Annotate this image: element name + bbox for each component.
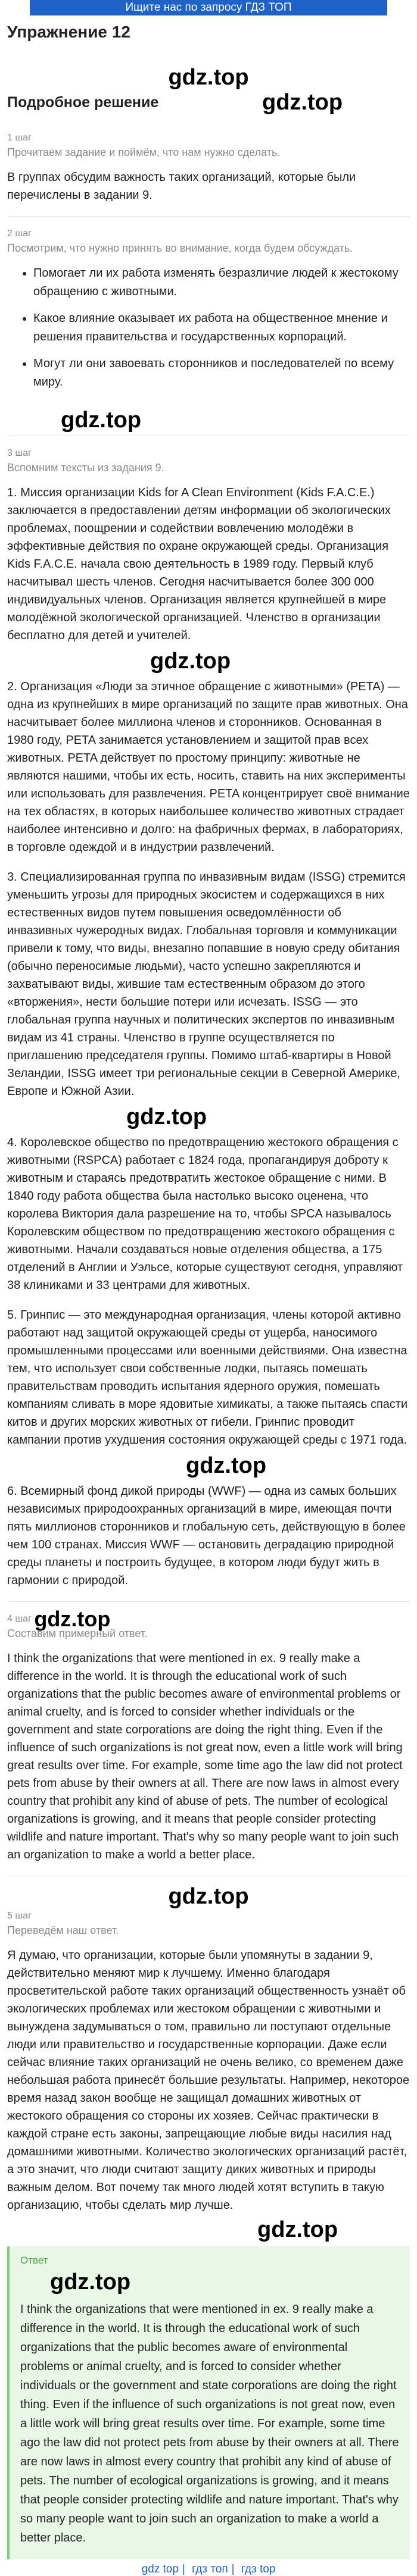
top-search-banner[interactable]	[30, 0, 387, 15]
step-2-hint: Посмотрим, что нужно принять во внимание, когда будем обсуждать.	[7, 242, 353, 254]
footer-link[interactable]: гдз топ	[192, 2563, 228, 2576]
step-1-text: В группах обсудим важность таких организаций, которые были перечислены в задании 9.	[7, 171, 356, 202]
step-3-paragraph-6: 6. Всемирный фонд дикой природы (WWF) — одна из самых больших независимых природоохранных организаций в мире, имеющая почти пять миллионов сторонников и глобальную сеть, действующую в более чем 100 странах. Миссия WWF — остановить деградацию природной среды планеты и построить будущее, в котором люди будут жить в гармонии с природой.	[7, 1485, 406, 1587]
step-5-hint: Переведём наш ответ.	[7, 1924, 119, 1937]
step-4-hint: Составим примерный ответ.	[7, 1627, 148, 1640]
step-3-paragraph-4: 4. Королевское общество по предотвращению жестокого обращения с животными (RSPCA) работает с 1824 года, пропагандируя доброту к животным и стараясь предотвратить жестокое обращение с ними. В 1840 году работа общества была настолько высоко оценена, что королева Виктория дала разрешение на то, чтобы SPCA называлось Королевским обществом по предотвращению жестокого обращения с животными. Начали создаваться новые отделения общества, а 175 отделений в Англии и Уэльсе, которые существуют сегодня, управляют 38 клиниками и 33 центрами для животных.	[7, 1136, 403, 1292]
answer-box	[7, 2246, 410, 2559]
step-4	[7, 1607, 410, 1864]
watermark-7: gdz.top	[34, 1607, 111, 1631]
step-5-text: Я думаю, что организации, которые были упомянуты в задании 9, действительно меняют мир к лучшему. Именно благодаря просветительской работе таких организаций общественность узнаёт об экологических проблемах или жестоком обращении с животными и вынуждена задумываться о том, правильно ли поступают отдельные люди или правительство и государственные корпорации. Даже если сейчас влияние таких организаций не очень велико, со временем даже небольшая работа принесёт большие результаты. Например, некоторое время назад закон вообще не защищал домашних животных от жестокого обращения со стороны их хозяев. Сейчас практически в каждой стране есть законы, запрещающие любые виды насилия над домашними животными. Количество экологических организаций растёт, а это значит, что люди считают защиту диких животных и природы важным делом. Вот почему так много людей хотят вступить в такую организацию, чтобы сделать мир лучше.	[7, 1949, 410, 2212]
step-3-hint: Вспомним тексты из задания 9.	[7, 462, 164, 474]
exercise-title: Упражнение 12	[7, 23, 130, 41]
answer-text: I think the organizations that were mentioned in ex. 9 really make a difference in the world. It is through the educational work of such organizations that the public becomes aware of environmental problems or animal cruelty, and is forced to consider whether individuals or the government and state corporations are doing the right thing. Even if the influence of such organizations is not great now, even a little work will bring great results over time. For example, some time ago the law did not protect pets from abuse by their owners at all. There are now laws in almost every country that prohibit any kind of abuse of pets. The number of ecological organizations is growing, and it means that people consider protecting wildlife and nature important. That's why so many people want to join such an organization to make a world a better place.	[20, 2303, 399, 2545]
footer-links: gdz top | гдз топ | гдз top	[141, 2563, 276, 2576]
step-5	[7, 1883, 410, 2243]
step-2-bullets	[7, 264, 410, 392]
step-2	[7, 227, 410, 392]
step-3-paragraph-1: 1. Миссия организации Kids for A Clean Environment (Kids F.A.C.E.) заключается в предоставлении детям информации об экологических проблемах, поощрении и содействии вовлечению молодёжи в эффективные действия по охране окружающей среды. Организация Kids F.A.C.E. начала свою деятельность в 1989 году. Первый клуб насчитывал шесть членов. Сегодня насчитывается более 300 000 индивидуальных членов. Организация является крупнейшей в мире молодёжной экологической организацией. Членство в организации бесплатно для детей и учителей.	[7, 486, 391, 642]
divider	[7, 1601, 410, 1602]
watermark-2: gdz.top	[262, 90, 343, 115]
watermark-4: gdz.top	[150, 649, 231, 674]
divider	[7, 216, 410, 217]
list-item: • Помогает ли их работа изменять безразличие людей к жестокому обращению с животными.	[33, 264, 410, 301]
watermark-8: gdz.top	[168, 1884, 249, 1910]
list-item: • Могут ли они завоевать сторонников и последователей по всему миру.	[33, 355, 410, 392]
step-1-label: 1 шаг	[7, 133, 32, 143]
step-1-hint: Прочитаем задание и поймём, что нам нужно сделать.	[7, 146, 281, 158]
watermark-6: gdz.top	[186, 1453, 267, 1478]
step-4-label	[7, 1607, 410, 1631]
step-4-label-text: 4 шаг	[7, 1614, 32, 1625]
step-3	[7, 447, 410, 1589]
top-search-banner-text: Ищите нас по запросу ГДЗ ТОП	[125, 1, 292, 14]
step-3-paragraph-3: 3. Специализированная группа по инвазивным видам (ISSG) стремится уменьшить угрозы для природных экосистем и содержащихся в них естественных видов путем повышения осведомлённости об инвазивных чужеродных видах. Глобальная торговля и коммуникации привели к тому, что виды, внезапно попавшие в новую среду обитания (обычно переносимые людьми), часто успешно закрепляются и захватывают виды, жившие там естественным образом до этого «вторжения», нести большие потери или исчезать. ISSG — это глобальная группа научных и политических экспертов по инвазивным видам из 41 страны. Членство в группе осуществляется по приглашению председателя группы. Помимо штаб-квартиры в Новой Зеландии, ISSG имеет три региональные секции в Северной Америке, Европе и Южной Азии.	[7, 871, 406, 1098]
step-5-label: 5 шаг	[7, 1911, 32, 1921]
footer-link[interactable]: gdz top	[141, 2563, 179, 2576]
watermark-3: gdz.top	[61, 408, 142, 433]
step-3-label: 3 шаг	[7, 448, 32, 458]
step-2-label: 2 шаг	[7, 229, 32, 239]
solution-content	[0, 21, 417, 2576]
step-1	[7, 132, 410, 204]
watermark-1: gdz.top	[168, 65, 249, 90]
step-4-text: I think the organizations that were mentioned in ex. 9 really make a difference in the world. It is through the educational work of such organizations that the public becomes aware of environmental problems or animal cruelty, and is forced to consider whether individuals or the government and state corporations are doing the right thing. Even if the influence of such organizations is not great now, even a little work will bring great results over time. For example, some time ago the law did not protect pets from abuse by their owners at all. There are now laws in almost every country that prohibit any kind of abuse of pets. The number of ecological organizations is growing, and it means that people consider protecting wildlife and nature important. That's why so many people want to join such an organization to make a world a better place.	[7, 1652, 403, 1862]
solution-subtitle: Подробное решение	[7, 94, 159, 111]
answer-label: Ответ	[20, 2255, 48, 2267]
step-3-paragraph-2: 2. Организация «Люди за этичное обращение с животными» (PETA) — одна из крупнейших в мире организаций по защите прав животных. Она насчитывает более миллиона членов и сторонников. Основанная в 1980 году, PETA занимается установлением и защитой прав всех животных. PETA действует по простому принципу: животные не являются нашими, чтобы их есть, носить, ставить на них эксперименты или использовать для развлечения. PETA концентрирует своё внимание на тех областях, в которых наибольшее количество животных страдает наиболее интенсивно и долго: на фабричных фермах, в лабораториях, в торговле одеждой и в индустрии развлечений.	[7, 680, 410, 854]
watermark-10: gdz.top	[50, 2270, 131, 2295]
list-item: • Какое влияние оказывает их работа на общественное мнение и решения правительства и государственных корпораций.	[33, 309, 410, 346]
watermark-5: gdz.top	[126, 1104, 207, 1129]
step-3-paragraph-5: 5. Гринпис — это международная организация, члены которой активно работают над защитой окружающей среды от ущерба, наносимого промышленными процессами или военными действиями. Она известна тем, что использует свои собственные лодки, пытаясь помешать правительствам проводить испытания ядерного оружия, помешать компаниям сливать в море ядовитые химикаты, а также пытаясь спасти китов и других морских животных от гибели. Гринпис проводит кампании против ухудшения состояния окружающей среды с 1971 года.	[7, 1309, 408, 1447]
footer-link[interactable]: гдз top	[241, 2563, 276, 2576]
watermark-9: gdz.top	[257, 2217, 338, 2243]
